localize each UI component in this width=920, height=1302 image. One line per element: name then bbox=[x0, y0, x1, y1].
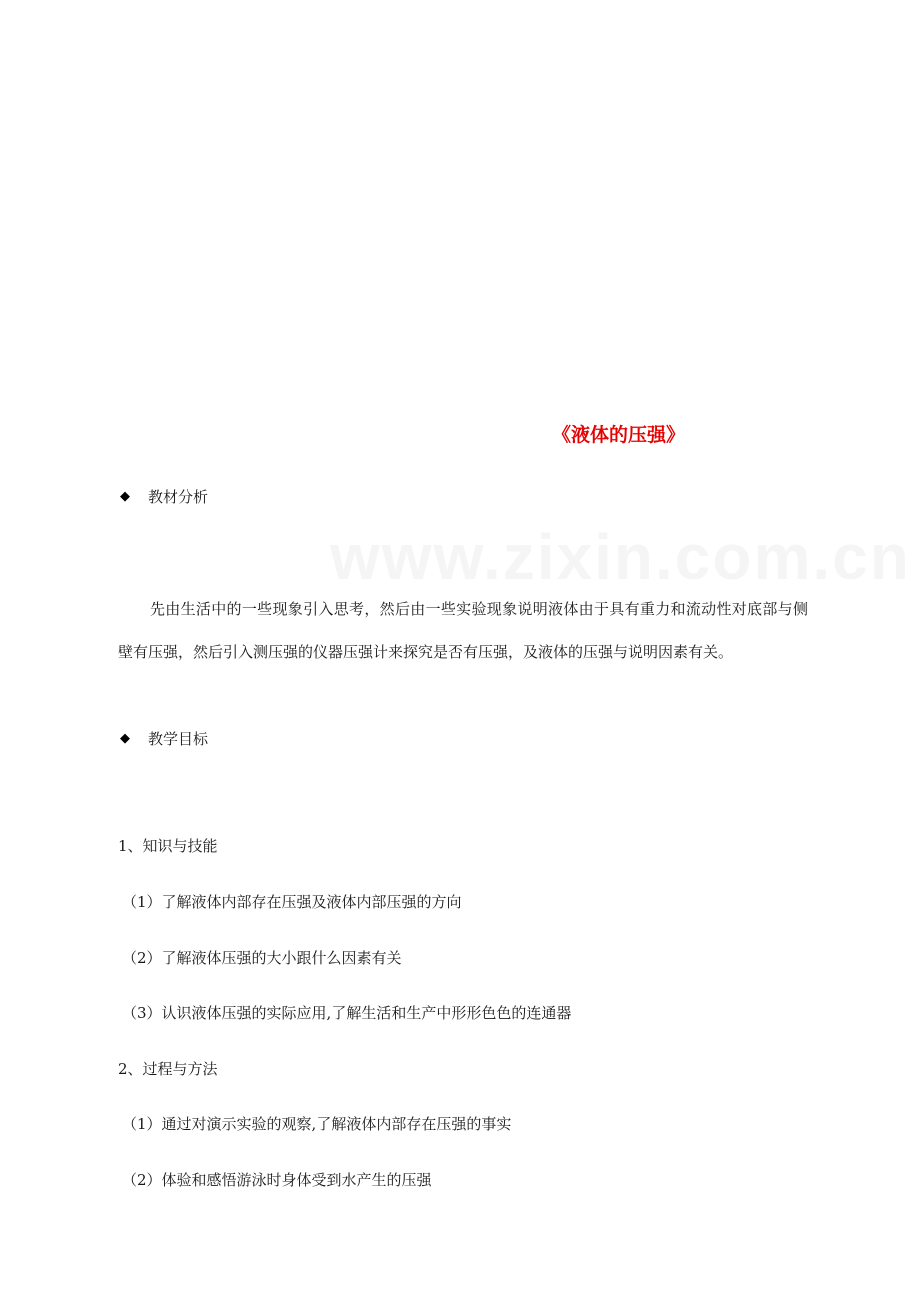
diamond-bullet-icon: ◆ bbox=[120, 731, 130, 746]
list-item: （2）体验和感悟游泳时身体受到水产生的压强 bbox=[122, 1171, 432, 1189]
section-heading-goals bbox=[120, 728, 208, 749]
analysis-paragraph: 先由生活中的一些现象引入思考，然后由一些实验现象说明液体由于具有重力和流动性对底部与侧壁有压强，然后引入测压强的仪器压强计来探究是否有压强，及液体的压强与说明因素有关。 bbox=[118, 600, 808, 661]
list-item: （1）通过对演示实验的观察,了解液体内部存在压强的事实 bbox=[122, 1115, 512, 1133]
watermark-text: www.zixin.com.cn bbox=[330, 521, 911, 593]
subheading-process-methods: 2、过程与方法 bbox=[118, 1060, 218, 1078]
diamond-bullet-icon: ◆ bbox=[120, 489, 130, 504]
list-item: （2）了解液体压强的大小跟什么因素有关 bbox=[122, 949, 402, 967]
section-label-analysis: 教材分析 bbox=[148, 488, 209, 506]
section-label-goals: 教学目标 bbox=[148, 730, 209, 748]
document-title: 《液体的压强》 bbox=[552, 424, 686, 446]
section-heading-analysis bbox=[120, 486, 208, 507]
list-item: （3）认识液体压强的实际应用,了解生活和生产中形形色色的连通器 bbox=[122, 1004, 572, 1022]
list-item: （1）了解液体内部存在压强及液体内部压强的方向 bbox=[122, 893, 462, 911]
subheading-knowledge-skills: 1、知识与技能 bbox=[118, 837, 218, 855]
